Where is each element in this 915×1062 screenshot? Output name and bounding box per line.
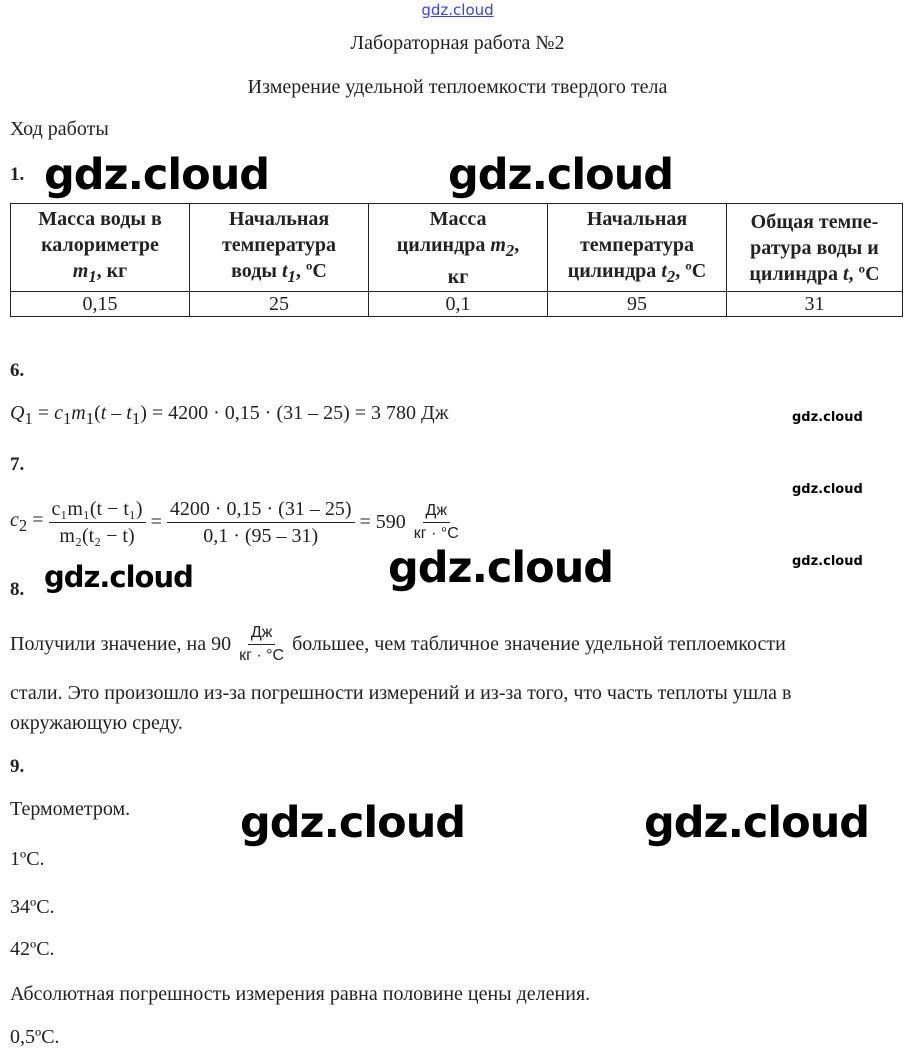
watermark-top-link[interactable]: gdz.cloud [421, 1, 494, 19]
watermark: gdz.cloud [44, 560, 193, 594]
watermark: gdz.cloud [388, 543, 614, 593]
item-number-6: 6. [10, 360, 25, 381]
table-cell: 25 [190, 292, 369, 317]
item-number-1: 1. [10, 164, 25, 185]
table-cell: 0,15 [11, 292, 190, 317]
unit-fraction: $\frac{Дж}{кг \cdot ^\circ С}$ [239, 624, 285, 664]
table-header-row [11, 204, 903, 292]
table-header-cell: Общая темпе- ратура воды и цилиндра t, ºС [727, 204, 903, 292]
answer-temperature-1: 34ºС. [10, 896, 55, 918]
formula-specific-heat-c2: $c_2$ = $\frac{\text{c₁m₁(t − t₁)}}{\text{m₂(t₂ − t)}}$ = $\frac{4200 \cdot 0,15 \cdot (31 - 25)}{0,1 \cdot (95 - 31)}$ = 590 $\frac{Дж}{кг \cdot ^\circ С}$ [10, 496, 467, 549]
watermark: gdz.cloud [792, 554, 863, 569]
watermark: gdz.cloud [240, 798, 466, 848]
table-header-cell: Начальная температура цилиндра $t_2$, ºС [548, 204, 727, 292]
page-title: Лабораторная работа №2 [350, 32, 565, 54]
table-cell: 95 [548, 292, 727, 317]
answer-error-rule: Абсолютная погрешность измерения равна половине цены деления. [10, 983, 591, 1005]
formula-heat-q1: $Q_1 = c_1m_1(t - t_1) = 4200 \cdot 0,15 \cdot (31 - 25) = 3$ 780 Дж [10, 402, 449, 428]
fraction: $\frac{4200 \cdot 0,15 \cdot (31 - 25)}{0,1 \cdot (95 - 31)}$ [167, 496, 355, 549]
watermark: gdz.cloud [644, 798, 870, 848]
item-number-7: 7. [10, 454, 25, 475]
watermark: gdz.cloud [792, 482, 863, 497]
fraction: $\frac{\text{c₁m₁(t − t₁)}}{\text{m₂(t₂ − t)}}$ [49, 496, 146, 549]
watermark: gdz.cloud [792, 410, 863, 425]
section-heading: Ход работы [10, 118, 109, 140]
conclusion-line-2: стали. Это произошло из-за погрешности измерений и из-за того, что часть теплоты ушла в [10, 682, 792, 704]
conclusion-line-1: Получили значение, на 90 $\frac{Дж}{кг \cdot ^\circ С}$ большее, чем табличное значение удельной теплоемкости [10, 622, 786, 667]
page-subtitle: Измерение удельной теплоемкости твердого тела [247, 76, 668, 98]
conclusion-line-3: окружающую среду. [10, 712, 183, 734]
answer-division-value: 1ºС. [10, 848, 45, 870]
item-number-8: 8. [10, 579, 25, 600]
answer-instrument: Термометром. [10, 798, 131, 820]
watermark: gdz.cloud [448, 150, 674, 200]
table-header-cell: Масса воды в калориметре $m_1$, кг [11, 204, 190, 292]
table-header-cell: Начальная температура воды $t_1$, ºС [190, 204, 369, 292]
measurements-table [10, 203, 903, 317]
item-number-9: 9. [10, 756, 25, 777]
table-header-cell: Масса цилиндра $m_2$, кг [369, 204, 548, 292]
answer-temperature-2: 42ºС. [10, 938, 55, 960]
table-row [11, 292, 903, 317]
table-cell: 31 [727, 292, 903, 317]
unit-fraction: $\frac{Дж}{кг \cdot ^\circ С}$ [413, 502, 459, 542]
table-cell: 0,1 [369, 292, 548, 317]
answer-absolute-error: 0,5ºС. [10, 1026, 60, 1048]
watermark: gdz.cloud [44, 150, 270, 200]
